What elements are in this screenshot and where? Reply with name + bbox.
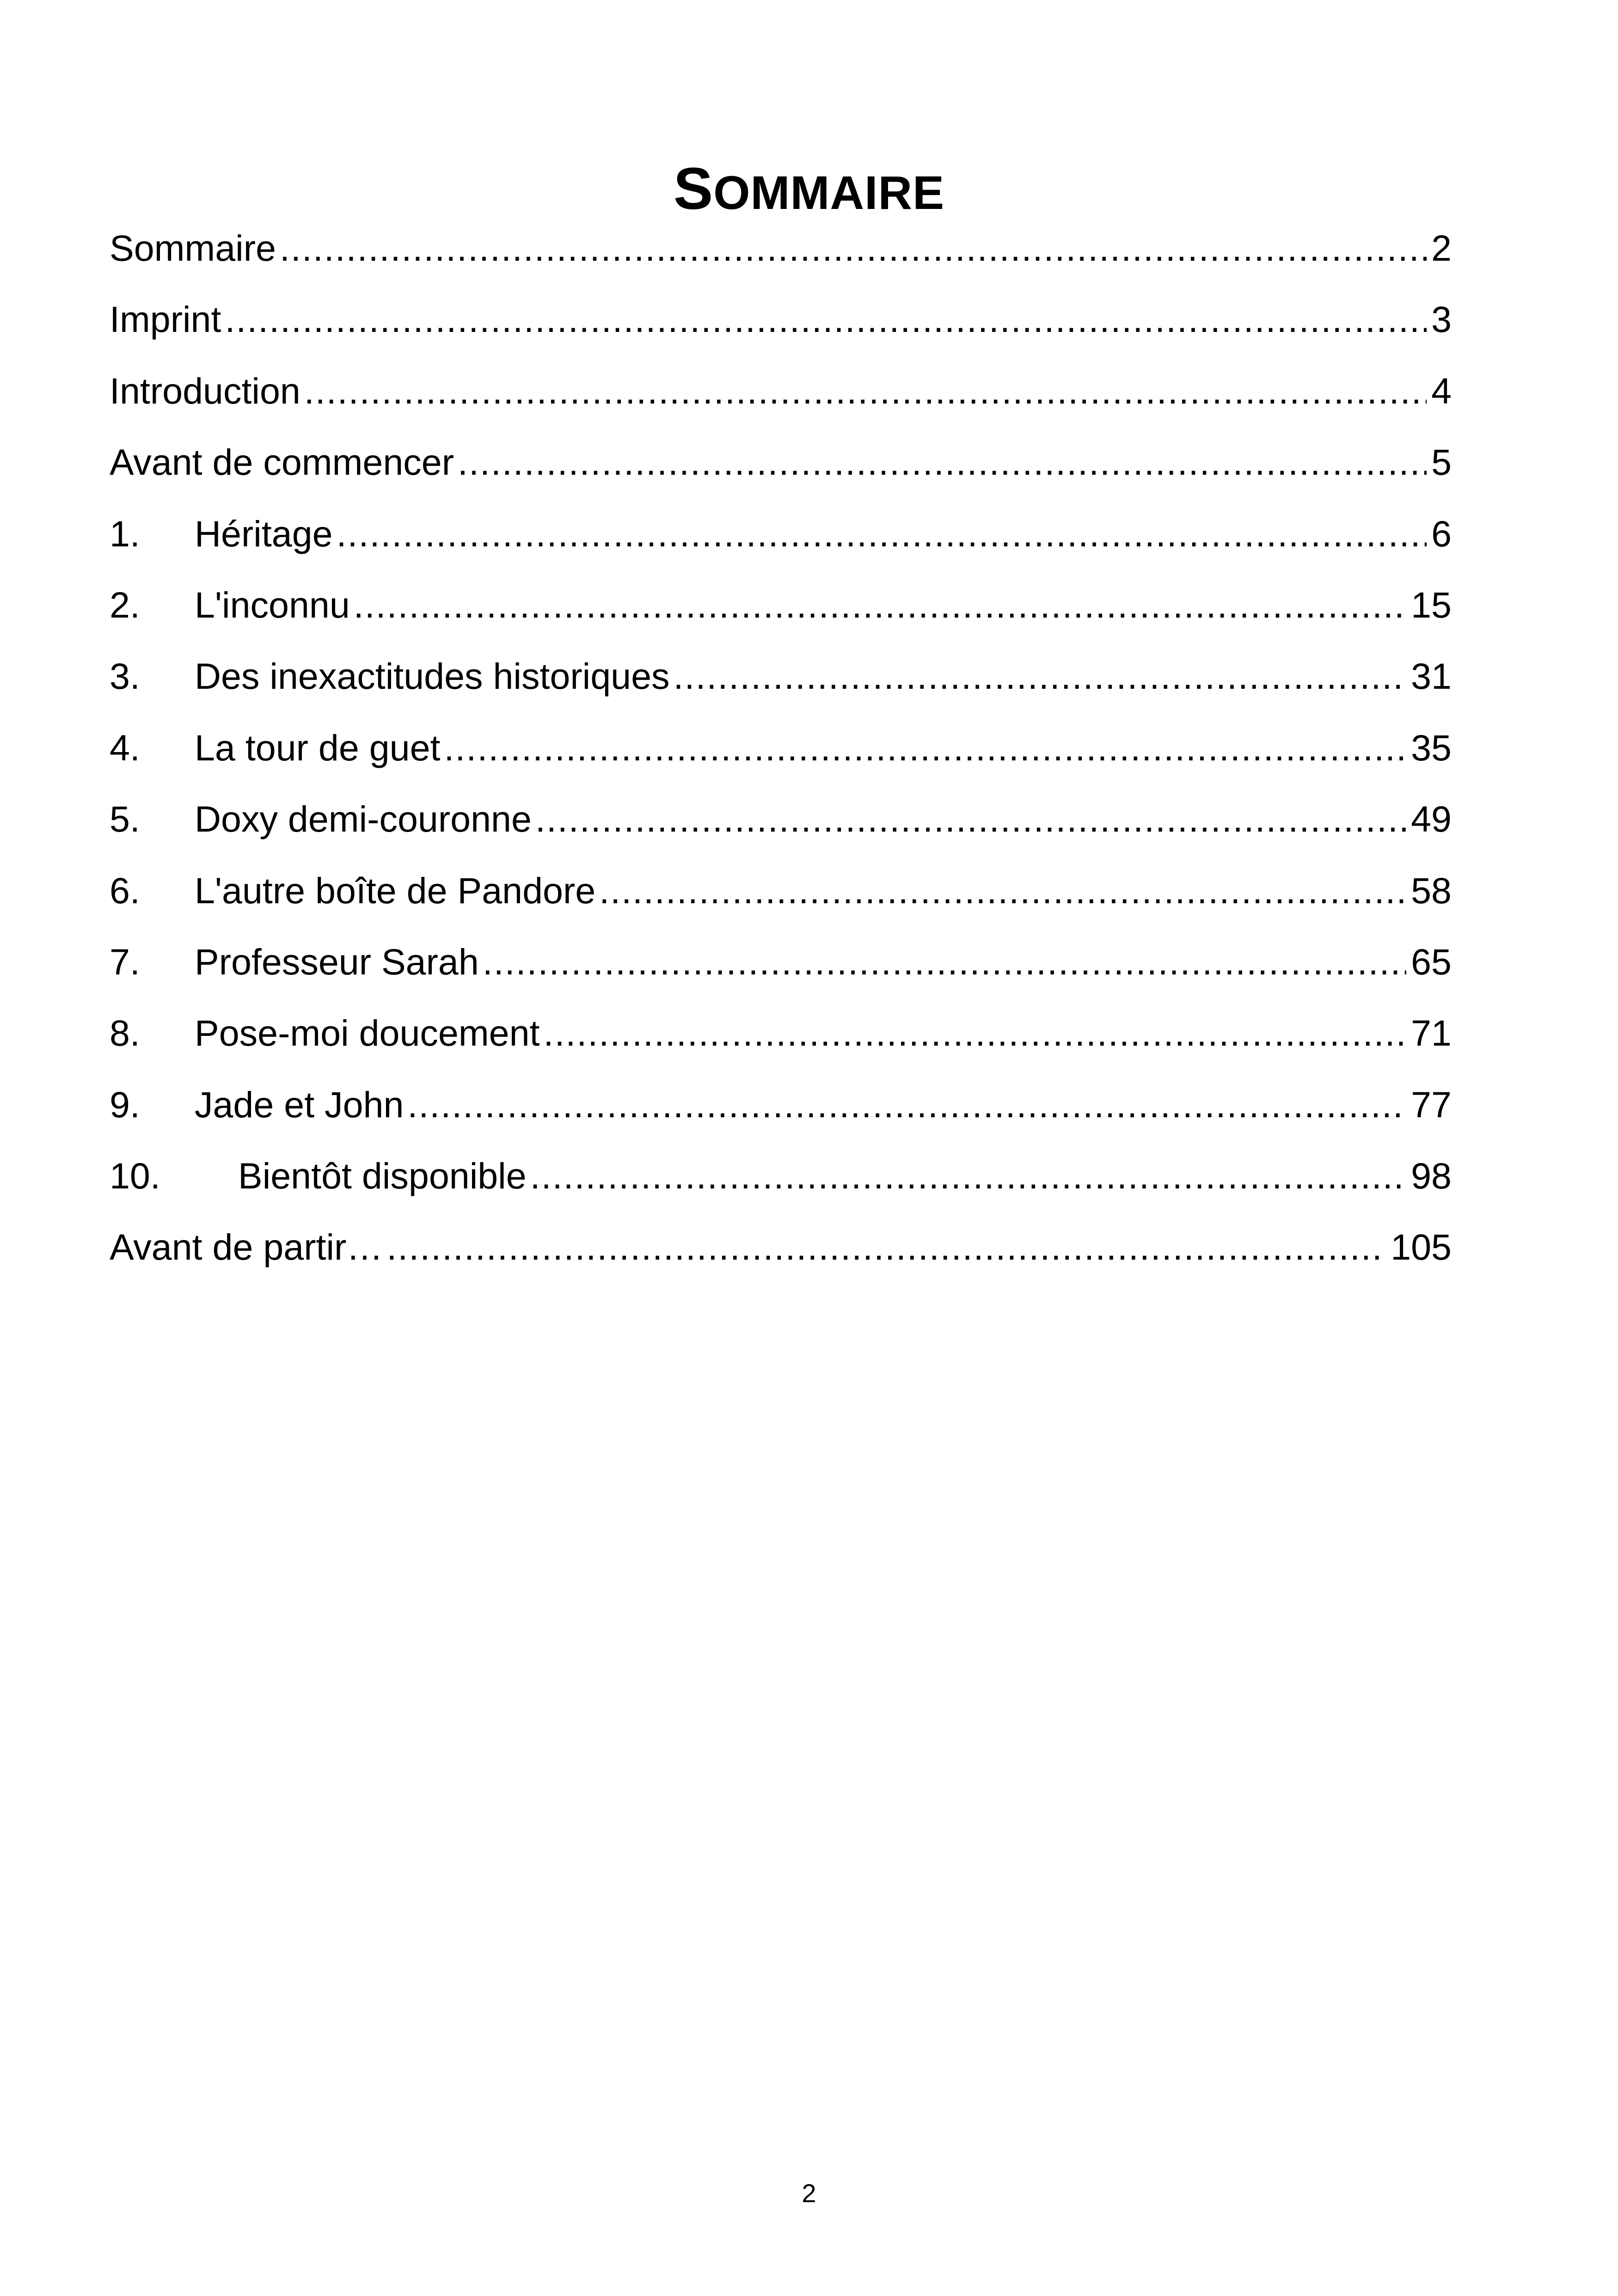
toc-entry[interactable] [110,1069,1452,1140]
toc-entry-page: 6 [1431,513,1452,554]
toc-entry-number: 6. [110,869,140,911]
toc-dot-leader [544,998,1407,1069]
toc-entry[interactable] [110,641,1452,712]
toc-entry[interactable] [110,926,1452,998]
toc-dot-leader [407,1069,1406,1140]
toc-entry[interactable] [110,284,1452,355]
toc-dot-leader [444,712,1406,784]
toc-dot-leader [599,855,1406,926]
toc-dot-leader [483,926,1406,998]
page-number: 2 [802,2179,816,2208]
toc-entry-label: Bientôt disponible [238,1155,527,1197]
toc-entry[interactable] [110,1212,1452,1283]
toc-entry-page: 2 [1431,227,1452,269]
toc-entry-label: L'inconnu [195,584,350,625]
toc-entry-label: Professeur Sarah [195,941,479,982]
toc-entry-page: 4 [1431,370,1452,411]
toc-entry[interactable] [110,784,1452,855]
toc-dot-leader [535,784,1406,855]
toc-entry-page: 31 [1411,655,1452,697]
toc-entry-number: 10. [110,1155,160,1197]
toc-entry-label: Pose-moi doucement [195,1012,540,1054]
toc-dot-leader [337,498,1427,569]
toc-entry-page: 49 [1411,798,1452,840]
toc-entry-page: 15 [1411,584,1452,625]
toc-entry-number: 5. [110,798,140,840]
toc-dot-leader [674,641,1407,712]
toc-entry-label: Avant de partir… [110,1226,383,1268]
toc-entry[interactable] [110,355,1452,427]
toc-entry-number: 1. [110,513,140,554]
toc-entry-label: Avant de commencer [110,441,454,483]
toc-entry[interactable] [110,213,1452,284]
toc-entry-page: 77 [1411,1084,1452,1125]
toc-entry-number: 8. [110,1012,140,1054]
toc-entry-page: 65 [1411,941,1452,982]
toc-entry-label: Jade et John [195,1084,404,1125]
toc-entry-label: L'autre boîte de Pandore [195,869,596,911]
title-rest: OMMAIRE [713,166,945,220]
toc-entry-label: La tour de guet [195,727,441,768]
toc-entry-page: 3 [1431,299,1452,340]
toc-entry-label: Doxy demi-couronne [195,798,532,840]
toc-entry-label: Introduction [110,370,300,411]
toc-entry-page: 5 [1431,441,1452,483]
toc-entry[interactable] [110,712,1452,784]
toc-dot-leader [225,284,1427,355]
toc-entry-label: Des inexactitudes historiques [195,655,670,697]
toc-dot-leader [530,1140,1406,1212]
toc-dot-leader [304,355,1427,427]
toc-entry-page: 98 [1411,1155,1452,1197]
toc-entry-label: Héritage [195,513,333,554]
toc-entry-page: 105 [1391,1226,1452,1268]
toc-entry-number: 3. [110,655,140,697]
toc-dot-leader [386,1212,1386,1283]
toc-entry[interactable] [110,569,1452,641]
toc-entry-number: 7. [110,941,140,982]
toc-entry[interactable] [110,427,1452,498]
toc-entry-number: 9. [110,1084,140,1125]
toc-entry-page: 58 [1411,869,1452,911]
toc-dot-leader [280,213,1427,284]
title-initial: S [673,156,714,222]
toc-entry-label: Sommaire [110,227,276,269]
toc-entry-number: 4. [110,727,140,768]
toc-dot-leader [354,569,1406,641]
toc-entry-page: 35 [1411,727,1452,768]
toc-entry[interactable] [110,855,1452,926]
toc-entry[interactable] [110,1140,1452,1212]
toc-entry[interactable] [110,998,1452,1069]
toc-entry-label: Imprint [110,299,221,340]
toc-dot-leader [458,427,1427,498]
toc-entry-number: 2. [110,584,140,625]
toc-entry[interactable] [110,498,1452,569]
toc-entry-page: 71 [1411,1012,1452,1054]
table-of-contents [110,213,1452,1283]
